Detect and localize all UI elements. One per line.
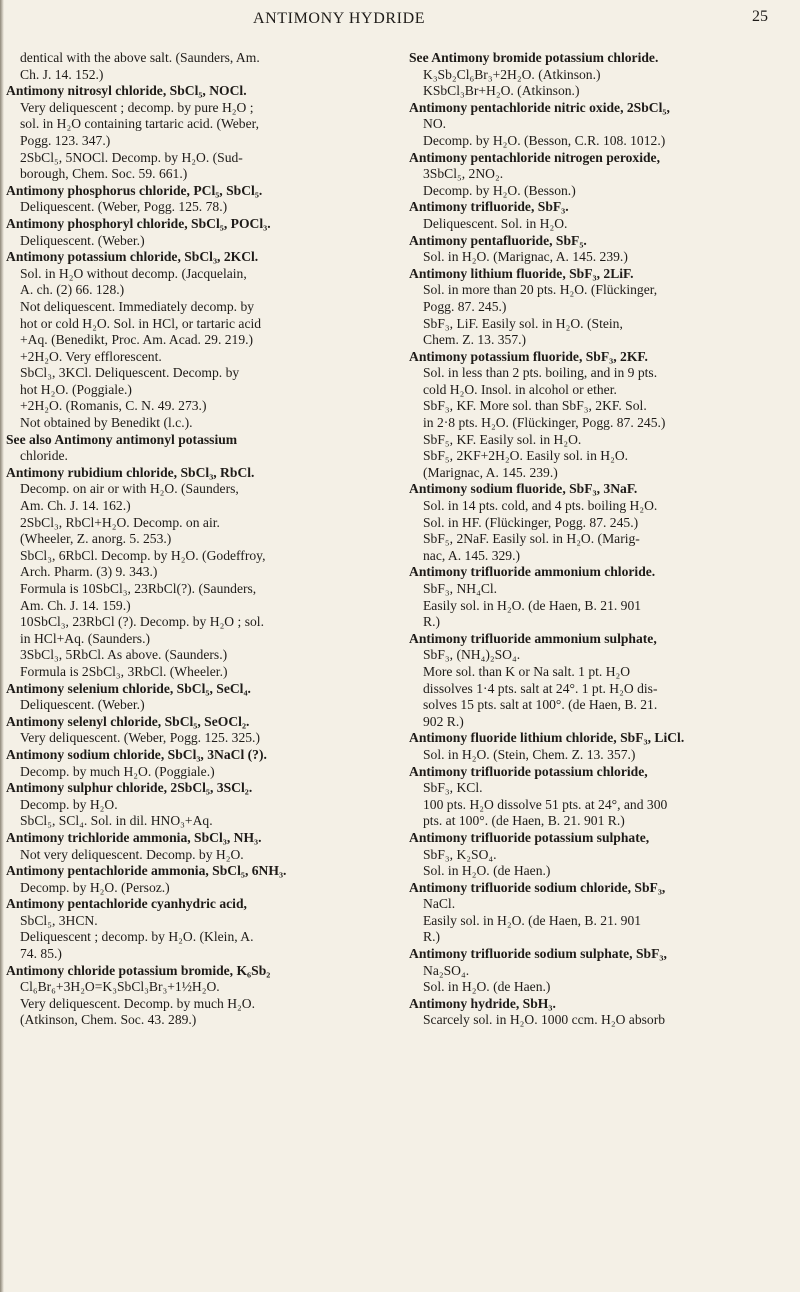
text-line: NO. [423,116,447,132]
text-line: KSbCl₃Br+H₂O. (Atkinson.) [423,83,580,99]
text-line: R.) [423,929,440,945]
text-line: hot H₂O. (Poggiale.) [20,381,132,397]
page-header [0,0,800,46]
text-line: Deliquescent. Sol. in H₂O. [423,215,568,231]
text-line: in 2·8 pts. H₂O. (Flückinger, Pogg. 87. 245.) [423,415,666,431]
text-line: cold H₂O. Insol. in alcohol or ether. [423,381,617,397]
text-line: More sol. than K or Na salt. 1 pt. H₂O [423,663,631,679]
text-line: Antimony selenium chloride, SbCl₅, SeCl₄. [6,680,251,696]
text-line: Sol. in HF. (Flückinger, Pogg. 87. 245.) [423,514,639,530]
text-line: Deliquescent. (Weber.) [20,232,145,248]
text-line: chloride. [20,448,68,464]
text-line: SbCl₅, 3HCN. [20,912,98,928]
text-line: Easily sol. in H₂O. (de Haen, B. 21. 901 [423,912,642,928]
text-line: Antimony pentachloride nitric oxide, 2SbCl₅, [409,99,670,115]
text-line: See Antimony bromide potassium chloride. [409,50,659,65]
text-line: See also Antimony antimonyl potassium [6,431,238,447]
page-number: 25 [752,8,768,25]
text-line: Very deliquescent ; decomp. by pure H₂O ; [20,99,254,115]
text-line: Antimony trichloride ammonia, SbCl₃, NH₃. [6,829,262,845]
text-line: SbF₃, KCl. [423,780,483,796]
text-line: Sol. in 14 pts. cold, and 4 pts. boiling H₂O. [423,498,658,514]
text-line: Antimony phosphorus chloride, PCl₅, SbCl₅. [6,182,263,198]
text-line: Formula is 2SbCl₃, 3RbCl. (Wheeler.) [20,663,228,679]
text-line: Na₂SO₄. [423,962,470,978]
text-line: solves 15 pts. salt at 100°. (de Haen, B. 21. [423,697,658,713]
text-line: SbCl₃, 3KCl. Deliquescent. Decomp. by [20,365,240,381]
text-line: SbF₃, LiF. Easily sol. in H₂O. (Stein, [423,315,623,331]
text-line: Sol. in H₂O. (Marignac, A. 145. 239.) [423,249,628,265]
running-head: ANTIMONY HYDRIDE [253,10,426,27]
left-column [6,50,379,1029]
text-line: Sol. in more than 20 pts. H₂O. (Flückinger, [423,282,658,298]
text-line: dentical with the above salt. (Saunders, Am. [20,50,260,65]
text-line: Antimony phosphoryl chloride, SbCl₅, POCl₃. [6,215,271,231]
text-line: +Aq. (Benedikt, Proc. Am. Acad. 29. 219.) [20,332,254,348]
text-line: Sol. in H₂O. (Stein, Chem. Z. 13. 357.) [423,746,636,762]
text-line: Scarcely sol. in H₂O. 1000 ccm. H₂O absorb [423,1012,666,1028]
text-line: Antimony trifluoride, SbF₃. [409,199,569,215]
text-line: Am. Ch. J. 14. 159.) [20,597,131,613]
text-line: R.) [423,614,440,630]
text-line: Cl₆Br₆+3H₂O=K₃SbCl₃Br₃+1½H₂O. [20,979,220,995]
text-line: Antimony pentachloride cyanhydric acid, [6,896,247,912]
text-line: Pogg. 123. 347.) [20,132,111,148]
text-line: Antimony trifluoride potassium chloride, [409,763,648,779]
text-line: Antimony pentachloride nitrogen peroxide, [409,149,660,165]
text-line: sol. in H₂O containing tartaric acid. (Weber, [20,116,260,132]
text-line: hot or cold H₂O. Sol. in HCl, or tartaric acid [20,315,262,331]
text-line: (Marignac, A. 145. 239.) [423,464,558,480]
text-line: SbF₃, KF. More sol. than SbF₃, 2KF. Sol. [423,398,647,414]
text-line: pts. at 100°. (de Haen, B. 21. 901 R.) [423,813,625,829]
text-line: +2H₂O. Very efflorescent. [20,348,162,364]
text-line: Pogg. 87. 245.) [423,298,507,314]
text-line: Antimony trifluoride sodium chloride, SbF₃, [409,879,666,895]
text-line: 2SbCl₃, RbCl+H₂O. Decomp. on air. [20,514,220,530]
text-line: SbF₅, 2NaF. Easily sol. in H₂O. (Marig- [423,531,640,547]
text-line: Antimony selenyl chloride, SbCl₅, SeOCl₂. [6,713,250,729]
text-line: Antimony sulphur chloride, 2SbCl₅, 3SCl₂. [6,780,253,796]
text-line: Formula is 10SbCl₃, 23RbCl(?). (Saunders, [20,581,257,596]
text-line: Decomp. by H₂O. (Persoz.) [20,879,170,895]
text-line: Antimony nitrosyl chloride, SbCl₅, NOCl. [6,83,247,99]
text-line: Very deliquescent. Decomp. by much H₂O. [20,995,256,1011]
text-line: Sol. in H₂O without decomp. (Jacquelain, [20,265,247,281]
text-line: Very deliquescent. (Weber, Pogg. 125. 325.) [20,730,260,746]
text-line: Antimony hydride, SbH₃. [409,995,556,1011]
text-line: Antimony chloride potassium bromide, K₆Sb₂ [6,962,271,978]
text-line: Easily sol. in H₂O. (de Haen, B. 21. 901 [423,597,642,613]
text-line: SbCl₅, SCl₄. Sol. in dil. HNO₃+Aq. [20,813,213,829]
text-line: Not very deliquescent. Decomp. by H₂O. [20,846,244,862]
text-line: Antimony fluoride lithium chloride, SbF₃, LiCl. [409,730,685,746]
text-line: 2SbCl₅, 5NOCl. Decomp. by H₂O. (Sud- [20,149,243,165]
text-line: (Atkinson, Chem. Soc. 43. 289.) [20,1012,197,1028]
right-column [409,50,792,1029]
text-line: NaCl. [423,896,456,912]
text-line: K₃Sb₂Cl₆Br₃+2H₂O. (Atkinson.) [423,66,601,82]
text-line: Decomp. by much H₂O. (Poggiale.) [20,763,215,779]
text-line: 3SbCl₃, 5RbCl. As above. (Saunders.) [20,647,228,663]
text-line: Antimony pentafluoride, SbF₅. [409,232,587,248]
text-line: Antimony trifluoride sodium sulphate, SbF₃, [409,946,667,962]
text-line: Decomp. by H₂O. (Besson.) [423,182,576,198]
text-line: SbF₃, K₂SO₄. [423,846,497,862]
text-line: Antimony lithium fluoride, SbF₃, 2LiF. [409,265,634,281]
text-line: Antimony trifluoride ammonium sulphate, [409,630,657,646]
text-line: nac, A. 145. 329.) [423,547,521,563]
text-line: Am. Ch. J. 14. 162.) [20,498,131,514]
text-line: dissolves 1·4 pts. salt at 24°. 1 pt. H₂O dis- [423,680,658,696]
text-line: Decomp. on air or with H₂O. (Saunders, [20,481,239,497]
text-line: Decomp. by H₂O. (Besson, C.R. 108. 1012.) [423,132,666,148]
text-line: Antimony potassium chloride, SbCl₃, 2KCl. [6,249,259,265]
text-line: SbF₃, (NH₄)₂SO₄. [423,647,521,663]
text-line: Antimony pentachloride ammonia, SbCl₅, 6NH₃. [6,863,287,879]
text-line: (Wheeler, Z. anorg. 5. 253.) [20,531,172,547]
text-line: Antimony sodium fluoride, SbF₃, 3NaF. [409,481,638,497]
text-line: 74. 85.) [20,946,62,962]
text-line: Not deliquescent. Immediately decomp. by [20,298,255,314]
page-gutter-shadow [0,0,4,1292]
text-line: SbF₅, 2KF+2H₂O. Easily sol. in H₂O. [423,448,629,464]
text-line: 10SbCl₃, 23RbCl (?). Decomp. by H₂O ; sol. [20,614,264,630]
text-line: Sol. in H₂O. (de Haen.) [423,863,551,879]
text-line: Deliquescent. (Weber, Pogg. 125. 78.) [20,199,228,215]
text-line: Antimony sodium chloride, SbCl₃, 3NaCl (?). [6,746,267,762]
text-line: Sol. in less than 2 pts. boiling, and in 9 pts. [423,365,658,381]
text-line: Decomp. by H₂O. [20,796,118,812]
text-line: SbCl₃, 6RbCl. Decomp. by H₂O. (Godeffroy, [20,547,266,563]
text-line: borough, Chem. Soc. 59. 661.) [20,166,188,182]
text-line: Ch. J. 14. 152.) [20,66,104,82]
text-line: Arch. Pharm. (3) 9. 343.) [20,564,158,580]
text-line: Chem. Z. 13. 357.) [423,332,527,348]
text-line: SbF₅, KF. Easily sol. in H₂O. [423,431,582,447]
text-line: 902 R.) [423,713,464,729]
text-line: Antimony potassium fluoride, SbF₃, 2KF. [409,348,648,364]
text-line: 3SbCl₅, 2NO₂. [423,166,504,182]
text-line: Antimony rubidium chloride, SbCl₃, RbCl. [6,464,255,480]
text-line: SbF₃, NH₄Cl. [423,581,498,596]
text-line: +2H₂O. (Romanis, C. N. 49. 273.) [20,398,207,414]
text-line: Not obtained by Benedikt (l.c.). [20,415,193,431]
text-line: 100 pts. H₂O dissolve 51 pts. at 24°, and 300 [423,796,668,812]
text-line: Sol. in H₂O. (de Haen.) [423,979,551,995]
text-line: Antimony trifluoride ammonium chloride. [409,564,656,580]
text-line: A. ch. (2) 66. 128.) [20,282,125,298]
text-line: in HCl+Aq. (Saunders.) [20,630,150,646]
text-line: Deliquescent ; decomp. by H₂O. (Klein, A. [20,929,254,945]
text-line: Antimony trifluoride potassium sulphate, [409,829,650,845]
text-line: Deliquescent. (Weber.) [20,697,145,713]
